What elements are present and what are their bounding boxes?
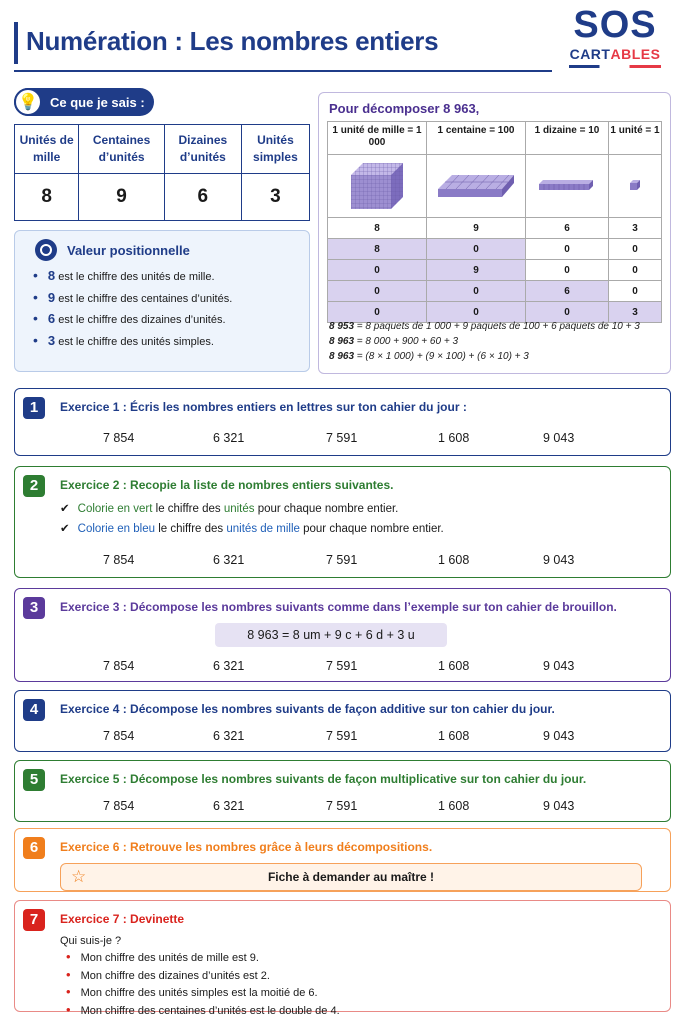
number-item: 7 591	[326, 729, 358, 743]
number-item: 7 854	[103, 553, 135, 567]
blocks-cell: 0	[427, 302, 526, 323]
blocks-header-unit: 1 unité = 1	[609, 122, 662, 155]
decomposition-title: Pour décomposer 8 963,	[329, 101, 480, 116]
lightbulb-icon: 💡	[14, 88, 42, 116]
know-badge-label: Ce que je sais :	[50, 94, 145, 110]
decomposition-panel	[318, 92, 671, 374]
thousand-cube-image	[328, 155, 427, 218]
number-item: 9 043	[543, 553, 575, 567]
instruction-green: ✔ Colorie en vert le chiffre des unités pour chaque nombre entier.	[60, 503, 399, 515]
hundred-plate-image	[427, 155, 526, 218]
know-badge	[14, 88, 154, 116]
blocks-table	[327, 121, 662, 323]
blocks-cell: 0	[609, 260, 662, 281]
value-tens: 6	[164, 174, 241, 221]
exercise-number: 2	[23, 475, 45, 497]
check-icon: ✔	[60, 523, 70, 535]
number-item: 9 043	[543, 729, 575, 743]
instruction-blue: ✔ Colorie en bleu le chiffre des unités de mille pour chaque nombre entier.	[60, 523, 444, 535]
riddle	[60, 935, 340, 1019]
number-item: 6 321	[213, 431, 245, 445]
blocks-cell: 6	[526, 281, 609, 302]
header-units: Unités simples	[241, 125, 309, 174]
exercise-title: Exercice 2 : Recopie la liste de nombres entiers suivantes.	[60, 478, 394, 492]
positional-list	[33, 265, 232, 351]
exercise-6	[14, 828, 671, 892]
blocks-cell: 0	[328, 302, 427, 323]
exercise-1	[14, 388, 671, 456]
decomposition-equation-1: 8 953 = 8 paquets de 1 000 + 9 paquets de 100 + 6 paquets de 10 + 3	[329, 321, 640, 332]
number-item: 9 043	[543, 799, 575, 813]
riddle-question: Qui suis-je ?	[60, 935, 122, 947]
blocks-cell: 9	[427, 218, 526, 239]
blocks-cell: 6	[526, 218, 609, 239]
blocks-cell: 3	[609, 218, 662, 239]
exercise-7	[14, 900, 671, 1017]
positional-value-box	[14, 230, 310, 372]
exercise-title: Exercice 3 : Décompose les nombres suivants comme dans l’exemple sur ton cahier de brouillon.	[60, 600, 617, 614]
header-thousands: Unités de mille	[15, 125, 79, 174]
number-item: 7 854	[103, 729, 135, 743]
blocks-cell: 8	[328, 239, 427, 260]
value-hundreds: 9	[79, 174, 165, 221]
number-item: 1 608	[438, 659, 470, 673]
blocks-cell: 0	[328, 281, 427, 302]
exercise-number: 1	[23, 397, 45, 419]
blocks-cell: 0	[526, 260, 609, 281]
check-icon: ✔	[60, 503, 70, 515]
blocks-cell: 0	[328, 260, 427, 281]
riddle-clues	[60, 949, 340, 1019]
header-tens: Dizaines d’unités	[164, 125, 241, 174]
number-item: 1 608	[438, 799, 470, 813]
list-item: • 8 est le chiffre des unités de mille.	[33, 265, 232, 287]
blocks-cell: 0	[526, 302, 609, 323]
blocks-cell: 0	[526, 239, 609, 260]
blocks-cell: 0	[427, 281, 526, 302]
number-item: 7 591	[326, 553, 358, 567]
title-accent-bar	[14, 22, 18, 64]
exercise-title: Exercice 6 : Retrouve les nombres grâce à leurs décompositions.	[60, 840, 433, 854]
number-item: 9 043	[543, 659, 575, 673]
list-item: • 6 est le chiffre des dizaines d’unités.	[33, 308, 232, 330]
page-title: Numération : Les nombres entiers	[26, 26, 439, 56]
number-item: 6 321	[213, 553, 245, 567]
list-item: • 3 est le chiffre des unités simples.	[33, 330, 232, 352]
decomposition-equation-3: 8 963 = (8 × 1 000) + (9 × 100) + (6 × 10) + 3	[329, 351, 529, 362]
number-item: 6 321	[213, 729, 245, 743]
place-value-table	[14, 124, 310, 221]
number-item: 1 608	[438, 729, 470, 743]
number-item: 7 591	[326, 799, 358, 813]
exercise-title: Exercice 7 : Devinette	[60, 912, 185, 926]
number-item: 1 608	[438, 553, 470, 567]
header-hundreds: Centaines d’unités	[79, 125, 165, 174]
value-thousands: 8	[15, 174, 79, 221]
logo-cartables: CARTABLES	[569, 46, 661, 62]
exercise-4	[14, 690, 671, 752]
exercise-title: Exercice 4 : Décompose les nombres suivants de façon additive sur ton cahier du jour.	[60, 702, 555, 716]
blocks-header-thousand: 1 unité de mille = 1 000	[328, 122, 427, 155]
exercise-2	[14, 466, 671, 578]
fiche-banner	[60, 863, 642, 891]
exercise-title: Exercice 5 : Décompose les nombres suivants de façon multiplicative sur ton cahier du jour.	[60, 772, 587, 786]
exercise-5	[14, 760, 671, 822]
number-item: 6 321	[213, 799, 245, 813]
blocks-header-ten: 1 dizaine = 10	[526, 122, 609, 155]
example-pill: 8 963 = 8 um + 9 c + 6 d + 3 u	[215, 623, 447, 647]
number-item: 7 854	[103, 431, 135, 445]
list-item: • Mon chiffre des unités simples est la moitié de 6.	[60, 984, 340, 1002]
list-item: • Mon chiffre des unités de mille est 9.	[60, 949, 340, 967]
positional-title: Valeur positionnelle	[67, 243, 190, 258]
exercise-3	[14, 588, 671, 682]
number-item: 6 321	[213, 659, 245, 673]
title-underline	[14, 70, 552, 72]
ten-rod-image	[526, 155, 609, 218]
exercise-number: 6	[23, 837, 45, 859]
number-item: 7 854	[103, 659, 135, 673]
fiche-label: Fiche à demander au maître !	[267, 870, 435, 884]
exercise-title: Exercice 1 : Écris les nombres entiers en lettres sur ton cahier du jour :	[60, 400, 467, 414]
logo	[565, 6, 665, 68]
blocks-cell: 9	[427, 260, 526, 281]
blocks-cell: 0	[427, 239, 526, 260]
blocks-cell: 0	[609, 239, 662, 260]
number-item: 7 591	[326, 431, 358, 445]
logo-sos: SOS	[573, 4, 657, 46]
blocks-cell: 3	[609, 302, 662, 323]
exercise-number: 5	[23, 769, 45, 791]
list-item: • 9 est le chiffre des centaines d’unités.	[33, 287, 232, 309]
blocks-header-hundred: 1 centaine = 100	[427, 122, 526, 155]
number-item: 7 591	[326, 659, 358, 673]
number-item: 9 043	[543, 431, 575, 445]
value-units: 3	[241, 174, 309, 221]
number-item: 7 854	[103, 799, 135, 813]
target-icon	[35, 239, 57, 261]
list-item: • Mon chiffre des centaines d’unités est le double de 4.	[60, 1002, 340, 1020]
blocks-cell: 8	[328, 218, 427, 239]
blocks-cell: 0	[609, 281, 662, 302]
decomposition-equation-2: 8 963 = 8 000 + 900 + 60 + 3	[329, 336, 459, 347]
list-item: • Mon chiffre des dizaines d’unités est 2.	[60, 967, 340, 985]
unit-cube-image	[609, 155, 662, 218]
star-icon: ☆	[71, 867, 87, 886]
exercise-number: 4	[23, 699, 45, 721]
number-item: 1 608	[438, 431, 470, 445]
exercise-number: 7	[23, 909, 45, 931]
exercise-number: 3	[23, 597, 45, 619]
logo-flag-stripe	[569, 65, 661, 68]
